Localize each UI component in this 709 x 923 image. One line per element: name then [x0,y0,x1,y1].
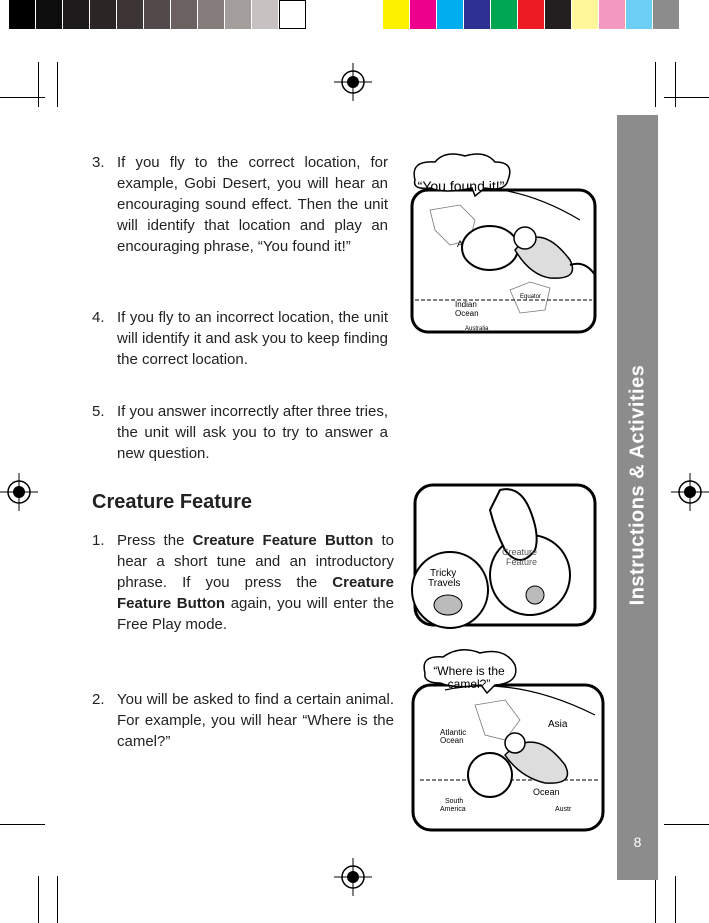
step-4-number: 4. [92,309,105,326]
color-swatch [117,0,144,29]
sidebar-title: Instructions & Activities [626,364,648,606]
map-label-indian: Indian [455,300,477,309]
illustration-found-it [400,150,600,335]
color-swatch [144,0,171,29]
map-label-australia-partial: Austr [555,806,572,813]
color-swatch [653,0,680,29]
color-swatch [90,0,117,29]
color-swatch [518,0,545,29]
map-label-ocean-2: Ocean [533,787,560,797]
creature-feature-button-label-2: Creature Feature Button [117,574,394,612]
color-swatch [36,0,63,29]
color-swatch [252,0,279,29]
section-sidebar [617,115,658,880]
map-label-ocean: Ocean [455,309,479,318]
color-swatch [63,0,90,29]
color-swatch [437,0,464,29]
process-color-bar [383,0,680,29]
step-5-number: 5. [92,403,105,420]
tricky-travels-label-1: Tricky [430,568,457,579]
color-swatch [383,0,410,29]
creature-step-2-text: You will be asked to find a certain animal. For example, you will hear “Where is the camel?” [117,691,394,750]
creature-feature-button-label: Creature Feature Button [192,532,374,549]
color-swatch [225,0,252,29]
registration-mark-bottom [334,858,372,896]
map-label-asia: Asia [548,719,568,730]
color-swatch [599,0,626,29]
step-4-text: If you fly to an incorrect location, the unit will identify it and ask you to keep finding the correct location. [117,309,388,368]
color-swatch [464,0,491,29]
found-it-bubble: “You found it!” [417,178,505,194]
color-swatch [545,0,572,29]
color-swatch [171,0,198,29]
illustration-buttons [410,480,600,630]
creature-feature-label-1: Creature [502,547,538,557]
color-swatch [410,0,437,29]
step-3-text: If you fly to the correct location, for example, Gobi Desert, you will hear an encouraging sound effect. Then the unit will identify that location and play an encouraging phrase, “You found it!” [117,154,388,255]
color-swatch [9,0,36,29]
registration-mark-left [0,473,38,511]
grayscale-color-bar [9,0,306,29]
map-label-atlantic-ocean: Ocean [440,736,464,745]
illustration-where-camel [405,645,605,835]
color-swatch [279,0,306,29]
map-label-america: America [440,806,466,813]
where-camel-bubble-1: “Where is the [433,664,505,678]
map-label-australia: Australia [465,326,489,332]
color-swatch [198,0,225,29]
color-swatch [491,0,518,29]
registration-mark-top [334,63,372,101]
creature-step-2-number: 2. [92,691,105,708]
where-camel-bubble-2: camel?” [447,677,491,691]
map-label-equator: Equator [520,294,542,300]
tricky-travels-label-2: Travels [428,578,461,589]
color-swatch [572,0,599,29]
step-5-text: If you answer incorrectly after three tries, the unit will ask you to try to answer a new question. [117,403,388,462]
creature-feature-label-2: Feature [506,557,538,567]
map-label-asia-partial: A [457,239,464,249]
page-number: 8 [633,834,642,850]
map-label-atlantic: Atlantic [440,728,467,737]
map-label-south: South [445,798,464,805]
section-title: Creature Feature [92,491,253,513]
registration-mark-right [671,473,709,511]
color-swatch [626,0,653,29]
creature-step-1-text: Press the Creature Feature Button to hear a short tune and an introductory phrase. If you press the Creature Feature Button again, you will enter the Free Play mode. [117,532,394,633]
creature-step-1-number: 1. [92,532,105,549]
step-3-number: 3. [92,154,105,171]
